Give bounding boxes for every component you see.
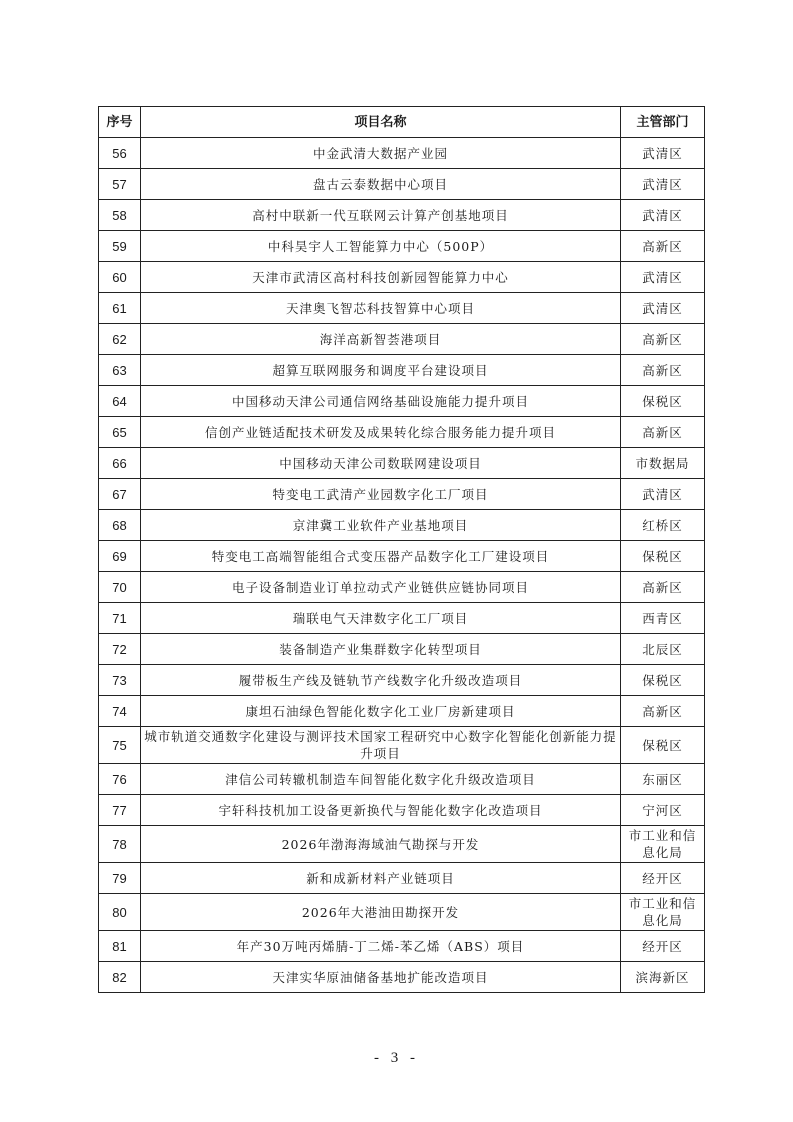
- cell-no: 62: [99, 324, 141, 355]
- cell-no: 61: [99, 293, 141, 324]
- cell-no: 65: [99, 417, 141, 448]
- table-row: [99, 603, 705, 634]
- cell-no: 79: [99, 863, 141, 894]
- cell-department: 滨海新区: [621, 962, 705, 993]
- cell-project-name: 天津奥飞智芯科技智算中心项目: [141, 293, 621, 324]
- cell-department: 武清区: [621, 293, 705, 324]
- cell-project-name: 2026年渤海海域油气勘探与开发: [141, 826, 621, 863]
- table-row: [99, 231, 705, 262]
- cell-department: 市工业和信息化局: [621, 894, 705, 931]
- table-row: [99, 572, 705, 603]
- cell-department: 武清区: [621, 262, 705, 293]
- cell-no: 70: [99, 572, 141, 603]
- cell-no: 78: [99, 826, 141, 863]
- cell-project-name: 装备制造产业集群数字化转型项目: [141, 634, 621, 665]
- cell-department: 东丽区: [621, 764, 705, 795]
- cell-department: 高新区: [621, 231, 705, 262]
- table-row: [99, 138, 705, 169]
- cell-department: 经开区: [621, 931, 705, 962]
- cell-no: 67: [99, 479, 141, 510]
- cell-no: 63: [99, 355, 141, 386]
- table-row: [99, 727, 705, 764]
- table-row: [99, 894, 705, 931]
- cell-no: 64: [99, 386, 141, 417]
- table-row: [99, 634, 705, 665]
- cell-no: 81: [99, 931, 141, 962]
- table-row: [99, 931, 705, 962]
- table-row: [99, 863, 705, 894]
- column-header-no: 序号: [99, 107, 141, 138]
- cell-department: 高新区: [621, 355, 705, 386]
- cell-no: 82: [99, 962, 141, 993]
- cell-department: 高新区: [621, 417, 705, 448]
- cell-department: 西青区: [621, 603, 705, 634]
- table-row: [99, 764, 705, 795]
- cell-department: 保税区: [621, 727, 705, 764]
- cell-project-name: 新和成新材料产业链项目: [141, 863, 621, 894]
- table-row: [99, 962, 705, 993]
- project-table: [98, 106, 705, 993]
- cell-project-name: 中国移动天津公司数联网建设项目: [141, 448, 621, 479]
- cell-no: 71: [99, 603, 141, 634]
- table-row: [99, 665, 705, 696]
- table-row: [99, 696, 705, 727]
- cell-project-name: 超算互联网服务和调度平台建设项目: [141, 355, 621, 386]
- cell-project-name: 高村中联新一代互联网云计算产创基地项目: [141, 200, 621, 231]
- cell-department: 高新区: [621, 324, 705, 355]
- cell-department: 北辰区: [621, 634, 705, 665]
- cell-no: 56: [99, 138, 141, 169]
- cell-department: 武清区: [621, 200, 705, 231]
- table-row: [99, 293, 705, 324]
- cell-project-name: 信创产业链适配技术研发及成果转化综合服务能力提升项目: [141, 417, 621, 448]
- cell-no: 72: [99, 634, 141, 665]
- cell-no: 68: [99, 510, 141, 541]
- header-row: [99, 107, 705, 138]
- cell-no: 74: [99, 696, 141, 727]
- cell-no: 77: [99, 795, 141, 826]
- table-row: [99, 541, 705, 572]
- cell-department: 武清区: [621, 169, 705, 200]
- table-row: [99, 200, 705, 231]
- cell-department: 武清区: [621, 479, 705, 510]
- page-number: - 3 -: [374, 1050, 419, 1066]
- cell-no: 76: [99, 764, 141, 795]
- cell-no: 75: [99, 727, 141, 764]
- table-row: [99, 826, 705, 863]
- cell-project-name: 2026年大港油田勘探开发: [141, 894, 621, 931]
- cell-department: 保税区: [621, 541, 705, 572]
- cell-department: 市工业和信息化局: [621, 826, 705, 863]
- cell-project-name: 海洋高新智荟港项目: [141, 324, 621, 355]
- table-row: [99, 386, 705, 417]
- cell-no: 60: [99, 262, 141, 293]
- cell-project-name: 年产30万吨丙烯腈-丁二烯-苯乙烯（ABS）项目: [141, 931, 621, 962]
- table-header: [99, 107, 705, 138]
- cell-project-name: 天津实华原油储备基地扩能改造项目: [141, 962, 621, 993]
- table-row: [99, 417, 705, 448]
- cell-project-name: 天津市武清区高村科技创新园智能算力中心: [141, 262, 621, 293]
- cell-no: 66: [99, 448, 141, 479]
- cell-department: 高新区: [621, 572, 705, 603]
- cell-project-name: 中金武清大数据产业园: [141, 138, 621, 169]
- cell-project-name: 津信公司转辙机制造车间智能化数字化升级改造项目: [141, 764, 621, 795]
- cell-project-name: 京津冀工业软件产业基地项目: [141, 510, 621, 541]
- column-header-name: 项目名称: [141, 107, 621, 138]
- table-row: [99, 262, 705, 293]
- table-row: [99, 324, 705, 355]
- table-row: [99, 355, 705, 386]
- table-row: [99, 479, 705, 510]
- cell-project-name: 中国移动天津公司通信网络基础设施能力提升项目: [141, 386, 621, 417]
- table-body: [99, 138, 705, 993]
- table-row: [99, 169, 705, 200]
- cell-project-name: 特变电工武清产业园数字化工厂项目: [141, 479, 621, 510]
- cell-project-name: 盘古云泰数据中心项目: [141, 169, 621, 200]
- cell-department: 红桥区: [621, 510, 705, 541]
- cell-no: 73: [99, 665, 141, 696]
- cell-department: 经开区: [621, 863, 705, 894]
- cell-project-name: 履带板生产线及链轨节产线数字化升级改造项目: [141, 665, 621, 696]
- cell-department: 市数据局: [621, 448, 705, 479]
- column-header-dept: 主管部门: [621, 107, 705, 138]
- cell-no: 80: [99, 894, 141, 931]
- table-row: [99, 448, 705, 479]
- cell-no: 69: [99, 541, 141, 572]
- cell-project-name: 中科昊宇人工智能算力中心（500P）: [141, 231, 621, 262]
- cell-no: 58: [99, 200, 141, 231]
- cell-no: 59: [99, 231, 141, 262]
- cell-project-name: 电子设备制造业订单拉动式产业链供应链协同项目: [141, 572, 621, 603]
- table-row: [99, 510, 705, 541]
- cell-project-name: 宇轩科技机加工设备更新换代与智能化数字化改造项目: [141, 795, 621, 826]
- cell-project-name: 康坦石油绿色智能化数字化工业厂房新建项目: [141, 696, 621, 727]
- cell-department: 保税区: [621, 386, 705, 417]
- cell-project-name: 城市轨道交通数字化建设与测评技术国家工程研究中心数字化智能化创新能力提升项目: [141, 727, 621, 764]
- cell-department: 宁河区: [621, 795, 705, 826]
- cell-department: 高新区: [621, 696, 705, 727]
- cell-no: 57: [99, 169, 141, 200]
- table-row: [99, 795, 705, 826]
- cell-department: 武清区: [621, 138, 705, 169]
- cell-project-name: 瑞联电气天津数字化工厂项目: [141, 603, 621, 634]
- cell-department: 保税区: [621, 665, 705, 696]
- cell-project-name: 特变电工高端智能组合式变压器产品数字化工厂建设项目: [141, 541, 621, 572]
